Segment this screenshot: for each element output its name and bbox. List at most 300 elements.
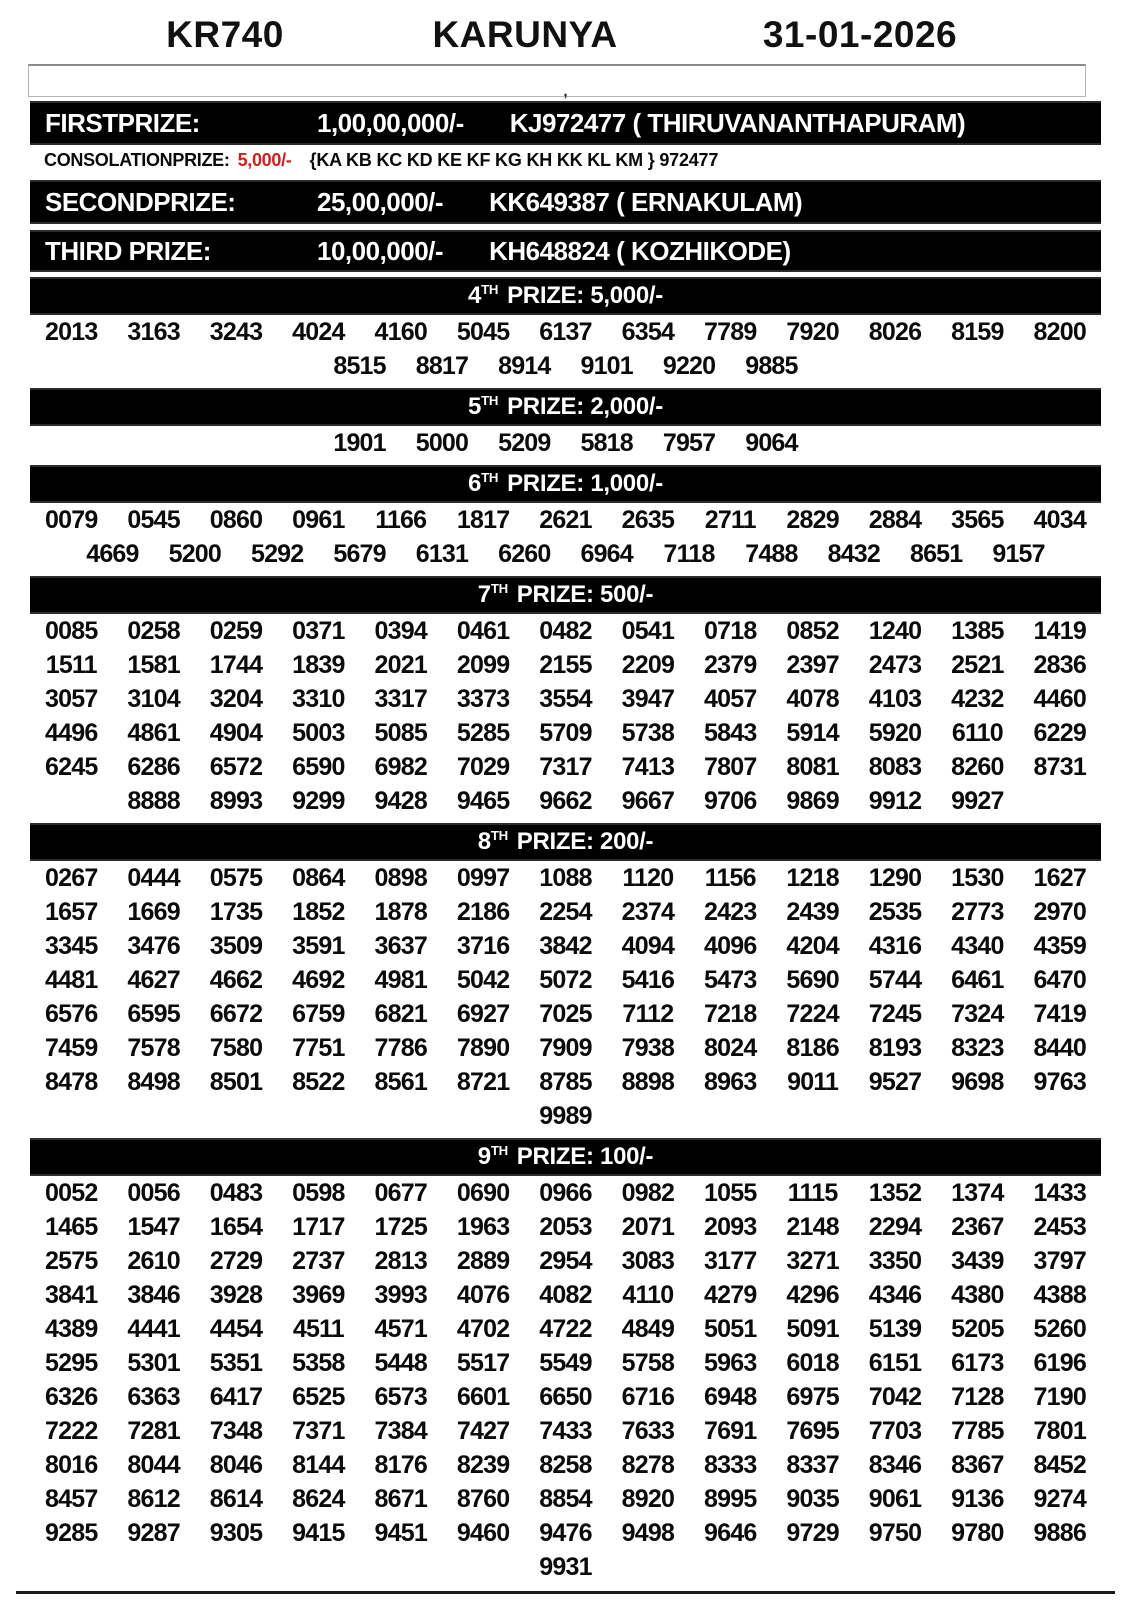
winning-number: 9061 bbox=[868, 1485, 922, 1513]
second-prize-amount: 25,00,000/- bbox=[317, 186, 444, 217]
winning-number: 2013 bbox=[45, 318, 98, 346]
winning-number: 3509 bbox=[209, 932, 263, 960]
winning-number: 0394 bbox=[374, 617, 427, 645]
winning-numbers-row bbox=[30, 1482, 1101, 1516]
first-prize-amount: 1,00,00,000/- bbox=[317, 107, 464, 138]
winning-number: 0085 bbox=[45, 617, 98, 645]
winning-number: 1717 bbox=[292, 1213, 345, 1241]
winning-number: 7786 bbox=[374, 1034, 427, 1062]
winning-number: 4496 bbox=[45, 719, 98, 747]
winning-number: 3057 bbox=[45, 685, 98, 713]
winning-number: 9750 bbox=[868, 1519, 922, 1547]
winning-number: 5045 bbox=[456, 318, 510, 346]
winning-number: 4057 bbox=[704, 685, 757, 713]
winning-number: 2813 bbox=[374, 1247, 427, 1275]
winning-number: 8624 bbox=[292, 1485, 345, 1513]
winning-number: 9305 bbox=[209, 1519, 263, 1547]
winning-number: 1120 bbox=[622, 864, 674, 892]
winning-number: 9285 bbox=[45, 1519, 98, 1547]
winning-number: 9451 bbox=[374, 1519, 427, 1547]
winning-number: 1290 bbox=[868, 864, 922, 892]
bottom-divider bbox=[16, 1591, 1115, 1594]
winning-number: 3177 bbox=[704, 1247, 757, 1275]
winning-number: 8440 bbox=[1033, 1034, 1086, 1062]
winning-number: 4094 bbox=[621, 932, 675, 960]
winning-number: 7218 bbox=[704, 1000, 757, 1028]
winning-number: 7789 bbox=[704, 318, 757, 346]
winning-number: 5085 bbox=[374, 719, 427, 747]
winning-number: 6018 bbox=[786, 1349, 839, 1377]
winning-number: 8612 bbox=[127, 1485, 180, 1513]
consolation-amount: 5,000/- bbox=[237, 149, 292, 170]
winning-numbers-row bbox=[30, 1346, 1101, 1380]
winning-number: 6173 bbox=[951, 1349, 1004, 1377]
winning-number: 8760 bbox=[456, 1485, 510, 1513]
winning-number: 8888 bbox=[127, 787, 180, 815]
prize-5th-title: 5TH PRIZE: 2,000/- bbox=[30, 388, 1101, 426]
winning-number: 5758 bbox=[621, 1349, 675, 1377]
winning-number: 8200 bbox=[1033, 318, 1086, 346]
winning-number: 2773 bbox=[951, 898, 1004, 926]
winning-number: 6245 bbox=[45, 753, 98, 781]
winning-number: 8963 bbox=[704, 1068, 757, 1096]
winning-number: 1725 bbox=[374, 1213, 427, 1241]
winning-number: 2635 bbox=[621, 506, 675, 534]
winning-number: 7042 bbox=[868, 1383, 922, 1411]
third-prize-band bbox=[30, 230, 1101, 272]
winning-number: 1385 bbox=[951, 617, 1004, 645]
winning-number: 3969 bbox=[292, 1281, 345, 1309]
winning-number: 9869 bbox=[786, 787, 839, 815]
winning-number: 7324 bbox=[951, 1000, 1004, 1028]
winning-number: 8515 bbox=[333, 352, 386, 380]
winning-number: 6759 bbox=[292, 1000, 345, 1028]
winning-number: 9428 bbox=[374, 787, 427, 815]
winning-number: 2155 bbox=[539, 651, 592, 679]
winning-number: 9220 bbox=[662, 352, 716, 380]
winning-number: 8193 bbox=[868, 1034, 922, 1062]
winning-number: 2954 bbox=[539, 1247, 592, 1275]
winning-number: 8854 bbox=[539, 1485, 592, 1513]
winning-number: 7578 bbox=[127, 1034, 180, 1062]
winning-number: 2254 bbox=[539, 898, 592, 926]
winning-number: 5042 bbox=[456, 966, 510, 994]
first-prize-band bbox=[30, 101, 1101, 145]
winning-number: 4096 bbox=[704, 932, 757, 960]
winning-numbers-row bbox=[30, 750, 1101, 784]
winning-numbers-row bbox=[30, 1065, 1101, 1099]
winning-number: 3163 bbox=[127, 318, 180, 346]
winning-number: 7413 bbox=[621, 753, 675, 781]
winning-number: 6821 bbox=[374, 1000, 427, 1028]
winning-number: 3637 bbox=[374, 932, 427, 960]
prize-section-4th bbox=[30, 277, 1101, 383]
winning-number: 1657 bbox=[45, 898, 98, 926]
winning-number: 4571 bbox=[374, 1315, 427, 1343]
winning-number: 2439 bbox=[786, 898, 839, 926]
winning-number: 7427 bbox=[456, 1417, 510, 1445]
draw-date: 31-01-2026 bbox=[762, 14, 958, 55]
winning-number: 1735 bbox=[209, 898, 263, 926]
winning-number: 1547 bbox=[127, 1213, 180, 1241]
result-header bbox=[0, 0, 1131, 60]
winning-number: 8785 bbox=[539, 1068, 592, 1096]
winning-number: 6716 bbox=[621, 1383, 675, 1411]
winning-number: 7957 bbox=[662, 429, 716, 457]
winning-number: 8993 bbox=[209, 787, 263, 815]
second-prize-label: SECONDPRIZE: bbox=[45, 186, 236, 217]
winning-number: 3716 bbox=[456, 932, 510, 960]
winning-number: 9706 bbox=[704, 787, 757, 815]
winning-number: 2093 bbox=[704, 1213, 757, 1241]
winning-number: 8016 bbox=[45, 1451, 98, 1479]
winning-number: 7459 bbox=[45, 1034, 98, 1062]
winning-number: 8186 bbox=[786, 1034, 839, 1062]
winning-number: 9729 bbox=[786, 1519, 839, 1547]
winning-number: 0898 bbox=[374, 864, 427, 892]
winning-number: 7025 bbox=[539, 1000, 592, 1028]
winning-number: 9667 bbox=[621, 787, 675, 815]
winning-number: 2575 bbox=[45, 1247, 98, 1275]
winning-numbers-row bbox=[30, 1244, 1101, 1278]
winning-number: 0677 bbox=[374, 1179, 427, 1207]
winning-number: 8920 bbox=[621, 1485, 675, 1513]
winning-number: 8651 bbox=[909, 540, 963, 568]
winning-number: 1218 bbox=[786, 864, 839, 892]
prize-7th-title: 7TH PRIZE: 500/- bbox=[30, 576, 1101, 614]
winning-number: 1669 bbox=[127, 898, 180, 926]
winning-number: 8046 bbox=[209, 1451, 263, 1479]
winning-number: 7807 bbox=[704, 753, 757, 781]
winning-number: 6672 bbox=[209, 1000, 263, 1028]
second-prize-ticket: KK649387 ( ERNAKULAM) bbox=[489, 186, 803, 217]
winning-number: 5200 bbox=[168, 540, 222, 568]
winning-number: 2829 bbox=[786, 506, 839, 534]
winning-number: 6595 bbox=[127, 1000, 180, 1028]
winning-numbers-row bbox=[30, 614, 1101, 648]
winning-number: 7371 bbox=[292, 1417, 345, 1445]
winning-number: 6590 bbox=[292, 753, 345, 781]
winning-number: 9274 bbox=[1033, 1485, 1086, 1513]
winning-number: 7128 bbox=[951, 1383, 1004, 1411]
winning-number: 5139 bbox=[868, 1315, 922, 1343]
winning-number: 1055 bbox=[704, 1179, 757, 1207]
winning-number: 5448 bbox=[374, 1349, 427, 1377]
winning-number: 5738 bbox=[621, 719, 675, 747]
prize-9th-title: 9TH PRIZE: 100/- bbox=[30, 1138, 1101, 1176]
winning-numbers-row bbox=[30, 1380, 1101, 1414]
winning-number: 6975 bbox=[786, 1383, 839, 1411]
winning-number: 8432 bbox=[827, 540, 881, 568]
winning-number: 5358 bbox=[292, 1349, 345, 1377]
winning-number: 6137 bbox=[539, 318, 592, 346]
winning-number: 0860 bbox=[209, 506, 263, 534]
winning-number: 7317 bbox=[539, 753, 592, 781]
winning-number: 4160 bbox=[374, 318, 427, 346]
winning-number: 7488 bbox=[745, 540, 798, 568]
winning-number: 4702 bbox=[456, 1315, 510, 1343]
winning-number: 9780 bbox=[951, 1519, 1004, 1547]
second-prize-band bbox=[30, 180, 1101, 224]
ticket-entry-box bbox=[28, 64, 1086, 100]
winning-number: 4981 bbox=[374, 966, 427, 994]
winning-number: 9035 bbox=[786, 1485, 839, 1513]
winning-number: 3947 bbox=[621, 685, 675, 713]
winning-number: 4849 bbox=[621, 1315, 675, 1343]
winning-number: 3317 bbox=[374, 685, 427, 713]
winning-number: 3993 bbox=[374, 1281, 427, 1309]
winning-number: 7633 bbox=[621, 1417, 675, 1445]
winning-number: 7245 bbox=[868, 1000, 922, 1028]
winning-numbers-row bbox=[30, 929, 1101, 963]
winning-number: 8995 bbox=[704, 1485, 757, 1513]
winning-number: 0718 bbox=[704, 617, 757, 645]
winning-number: 3204 bbox=[209, 685, 263, 713]
winning-number: 1374 bbox=[951, 1179, 1004, 1207]
winning-number: 8898 bbox=[621, 1068, 675, 1096]
winning-numbers-row bbox=[30, 426, 1101, 460]
winning-number: 4316 bbox=[868, 932, 922, 960]
winning-number: 4692 bbox=[292, 966, 345, 994]
winning-number: 5003 bbox=[292, 719, 345, 747]
winning-number: 0482 bbox=[539, 617, 592, 645]
winning-number: 4359 bbox=[1033, 932, 1086, 960]
winning-number: 2521 bbox=[951, 651, 1004, 679]
first-prize-ticket: KJ972477 ( THIRUVANANTHAPURAM) bbox=[509, 107, 966, 138]
winning-number: 8144 bbox=[292, 1451, 345, 1479]
winning-number: 0575 bbox=[209, 864, 263, 892]
winning-number: 1419 bbox=[1033, 617, 1086, 645]
winning-number: 4340 bbox=[951, 932, 1004, 960]
winning-number: 9476 bbox=[539, 1519, 592, 1547]
consolation-series: {KA KB KC KD KE KF KG KH KK KL KM } 972477 bbox=[309, 149, 719, 170]
winning-number: 0852 bbox=[786, 617, 839, 645]
winning-number: 6573 bbox=[374, 1383, 427, 1411]
prize-section-7th bbox=[30, 576, 1101, 818]
winning-number: 0371 bbox=[292, 617, 345, 645]
winning-number: 9698 bbox=[951, 1068, 1004, 1096]
winning-number: 4103 bbox=[868, 685, 922, 713]
winning-number: 3476 bbox=[127, 932, 180, 960]
winning-number: 2836 bbox=[1033, 651, 1086, 679]
winning-number: 9763 bbox=[1033, 1068, 1086, 1096]
winning-number: 0541 bbox=[621, 617, 675, 645]
winning-number: 5473 bbox=[704, 966, 757, 994]
winning-number: 6417 bbox=[209, 1383, 263, 1411]
winning-number: 0690 bbox=[456, 1179, 510, 1207]
winning-number: 9157 bbox=[992, 540, 1045, 568]
winning-number: 0961 bbox=[292, 506, 345, 534]
winning-number: 9460 bbox=[456, 1519, 510, 1547]
winning-number: 2071 bbox=[621, 1213, 675, 1241]
winning-number: 5517 bbox=[456, 1349, 510, 1377]
winning-number: 3083 bbox=[621, 1247, 675, 1275]
winning-number: 2379 bbox=[704, 651, 757, 679]
winning-number: 9646 bbox=[704, 1519, 757, 1547]
winning-number: 6650 bbox=[539, 1383, 592, 1411]
winning-number: 1240 bbox=[868, 617, 922, 645]
winning-number: 0052 bbox=[45, 1179, 98, 1207]
winning-number: 0258 bbox=[127, 617, 180, 645]
winning-numbers-row bbox=[30, 895, 1101, 929]
winning-number: 9885 bbox=[745, 352, 798, 380]
winning-number: 8671 bbox=[374, 1485, 427, 1513]
winning-number: 7580 bbox=[209, 1034, 263, 1062]
winning-number: 9011 bbox=[787, 1068, 839, 1096]
winning-number: 9136 bbox=[951, 1485, 1004, 1513]
winning-number: 1581 bbox=[127, 651, 180, 679]
winning-number: 4481 bbox=[45, 966, 98, 994]
winning-number: 6470 bbox=[1033, 966, 1086, 994]
winning-number: 6363 bbox=[127, 1383, 180, 1411]
winning-numbers-row bbox=[30, 349, 1101, 383]
winning-number: 8083 bbox=[868, 753, 922, 781]
winning-number: 5744 bbox=[868, 966, 922, 994]
winning-number: 7222 bbox=[45, 1417, 98, 1445]
winning-number: 8278 bbox=[621, 1451, 675, 1479]
winning-number: 0444 bbox=[127, 864, 180, 892]
winning-number: 7118 bbox=[663, 540, 715, 568]
winning-number: 7801 bbox=[1033, 1417, 1086, 1445]
winning-numbers-row bbox=[30, 1516, 1101, 1550]
winning-number: 5963 bbox=[704, 1349, 757, 1377]
winning-number: 8044 bbox=[127, 1451, 180, 1479]
winning-number: 2473 bbox=[868, 651, 922, 679]
winning-number: 4296 bbox=[786, 1281, 839, 1309]
winning-number: 2453 bbox=[1033, 1213, 1086, 1241]
winning-number: 6461 bbox=[951, 966, 1004, 994]
winning-number: 4662 bbox=[209, 966, 263, 994]
winning-number: 8258 bbox=[539, 1451, 592, 1479]
winning-number: 6354 bbox=[621, 318, 675, 346]
winning-number: 1744 bbox=[209, 651, 263, 679]
winning-numbers-row bbox=[30, 997, 1101, 1031]
winning-number: 4669 bbox=[86, 540, 139, 568]
winning-number: 2729 bbox=[209, 1247, 263, 1275]
lottery-name: KARUNYA bbox=[432, 14, 618, 55]
winning-number: 9498 bbox=[621, 1519, 675, 1547]
winning-number: 9886 bbox=[1033, 1519, 1086, 1547]
winning-number: 0864 bbox=[292, 864, 345, 892]
winning-number: 2610 bbox=[127, 1247, 180, 1275]
winning-number: 4904 bbox=[209, 719, 263, 747]
winning-number: 0483 bbox=[209, 1179, 263, 1207]
winning-number: 8333 bbox=[704, 1451, 757, 1479]
winning-number: 2737 bbox=[292, 1247, 345, 1275]
winning-number: 5416 bbox=[621, 966, 675, 994]
winning-number: 7909 bbox=[539, 1034, 592, 1062]
winning-number: 5914 bbox=[786, 719, 839, 747]
winning-number: 4861 bbox=[127, 719, 180, 747]
winning-number: 3841 bbox=[45, 1281, 98, 1309]
winning-number: 6286 bbox=[127, 753, 180, 781]
winning-number: 2423 bbox=[704, 898, 757, 926]
winning-number: 4380 bbox=[951, 1281, 1004, 1309]
winning-numbers-row bbox=[30, 861, 1101, 895]
winning-number: 8817 bbox=[415, 352, 469, 380]
winning-number: 7384 bbox=[374, 1417, 427, 1445]
winning-number: 6525 bbox=[292, 1383, 345, 1411]
winning-number: 5295 bbox=[45, 1349, 98, 1377]
winning-number: 5301 bbox=[127, 1349, 180, 1377]
winning-number: 0079 bbox=[45, 506, 98, 534]
winning-number: 1088 bbox=[539, 864, 592, 892]
winning-number: 1433 bbox=[1033, 1179, 1086, 1207]
winning-number: 1839 bbox=[292, 651, 345, 679]
winning-number: 5209 bbox=[498, 429, 551, 457]
winning-number: 3271 bbox=[786, 1247, 839, 1275]
winning-number: 7190 bbox=[1033, 1383, 1086, 1411]
winning-number: 6964 bbox=[580, 540, 633, 568]
winning-number: 3350 bbox=[868, 1247, 922, 1275]
consolation-label: CONSOLATIONPRIZE: bbox=[44, 149, 230, 170]
winning-number: 6927 bbox=[456, 1000, 510, 1028]
third-prize-label: THIRD PRIZE: bbox=[45, 235, 211, 266]
winning-number: 4232 bbox=[951, 685, 1004, 713]
first-prize-label: FIRSTPRIZE: bbox=[45, 107, 200, 138]
winning-numbers-row bbox=[30, 503, 1101, 537]
winning-number: 1852 bbox=[292, 898, 345, 926]
winning-numbers-row bbox=[30, 315, 1101, 349]
winning-number: 8026 bbox=[868, 318, 922, 346]
winning-number: 9415 bbox=[292, 1519, 345, 1547]
winning-number: 9064 bbox=[745, 429, 798, 457]
winning-number: 7029 bbox=[456, 753, 510, 781]
winning-number: 7348 bbox=[209, 1417, 263, 1445]
winning-number: 2021 bbox=[374, 651, 427, 679]
winning-number: 8498 bbox=[127, 1068, 180, 1096]
winning-number: 3310 bbox=[292, 685, 345, 713]
winning-number: 9989 bbox=[539, 1102, 592, 1130]
winning-number: 9101 bbox=[580, 352, 633, 380]
winning-number: 5292 bbox=[250, 540, 304, 568]
winning-number: 4076 bbox=[456, 1281, 510, 1309]
winning-number: 7890 bbox=[456, 1034, 510, 1062]
winning-numbers-row bbox=[30, 963, 1101, 997]
winning-number: 2209 bbox=[621, 651, 675, 679]
prize-sections bbox=[30, 277, 1101, 1584]
winning-number: 8346 bbox=[868, 1451, 922, 1479]
winning-numbers-row bbox=[30, 648, 1101, 682]
winning-number: 5351 bbox=[209, 1349, 263, 1377]
prize-section-5th bbox=[30, 388, 1101, 460]
winning-number: 5000 bbox=[415, 429, 469, 457]
winning-number: 5091 bbox=[786, 1315, 839, 1343]
winning-number: 3554 bbox=[539, 685, 592, 713]
consolation-prize-row bbox=[30, 145, 1101, 175]
winning-number: 4110 bbox=[622, 1281, 674, 1309]
winning-number: 2535 bbox=[868, 898, 922, 926]
winning-numbers-row bbox=[30, 682, 1101, 716]
winning-number: 8522 bbox=[292, 1068, 345, 1096]
winning-number: 5051 bbox=[704, 1315, 757, 1343]
winning-number: 4034 bbox=[1033, 506, 1086, 534]
winning-number: 5920 bbox=[868, 719, 922, 747]
winning-number: 7751 bbox=[292, 1034, 345, 1062]
winning-number: 4078 bbox=[786, 685, 839, 713]
winning-number: 8176 bbox=[374, 1451, 427, 1479]
winning-numbers-row bbox=[30, 1414, 1101, 1448]
winning-number: 2053 bbox=[539, 1213, 592, 1241]
winning-number: 1156 bbox=[704, 864, 756, 892]
winning-number: 0545 bbox=[127, 506, 180, 534]
prize-section-9th bbox=[30, 1138, 1101, 1584]
winning-number: 5072 bbox=[539, 966, 592, 994]
winning-number: 8452 bbox=[1033, 1451, 1086, 1479]
winning-number: 5709 bbox=[539, 719, 592, 747]
winning-number: 5818 bbox=[580, 429, 633, 457]
winning-number: 5285 bbox=[456, 719, 510, 747]
